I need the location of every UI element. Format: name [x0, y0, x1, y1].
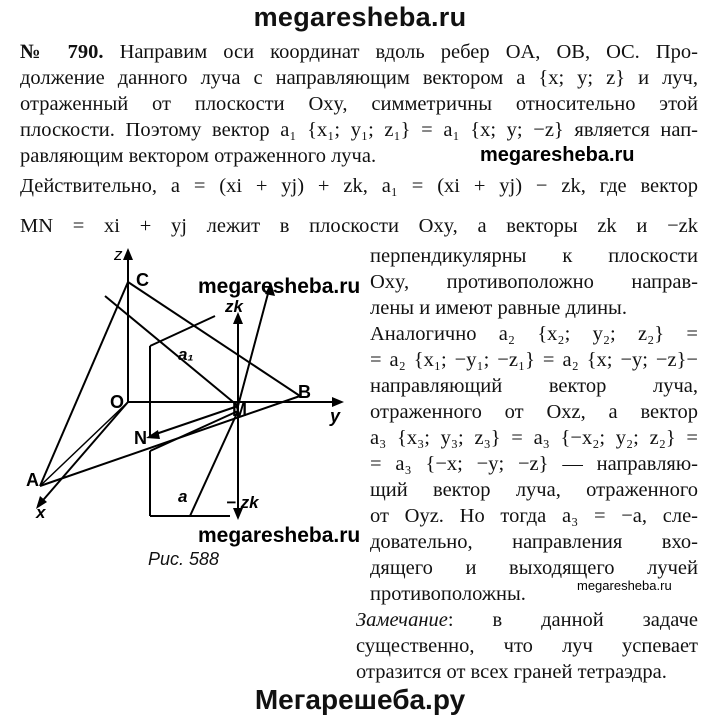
label-zk: zk — [225, 297, 243, 316]
column-line-9: = a₃ {−x; −y; −z} — направляю- — [370, 453, 698, 475]
x-axis — [38, 402, 128, 506]
problem-line-6: Действительно, a = (xi + yj) + zk, a₁ = (xi + yj) − zk, где вектор — [20, 175, 698, 197]
column-line-14: противоположны. — [370, 583, 526, 605]
incoming-ray — [105, 296, 238, 406]
label-minus-zk: − zk — [226, 493, 259, 512]
watermark-3: megaresheba.ru — [198, 524, 361, 547]
column-line-12: довательно, направления вхо- — [370, 531, 698, 553]
watermark-2: megaresheba.ru — [198, 275, 361, 298]
column-line-7: отраженного от Oxz, а вектор — [370, 401, 698, 423]
column-line-6: направляющий вектор луча, — [370, 375, 698, 397]
label-x: x — [36, 503, 46, 522]
column-line-5: = a₂ {x₁; −y₁; −z₁} = a₂ {x; −y; −z}− — [370, 349, 698, 371]
column-line-13: дящего и выходящего лучей — [370, 557, 698, 579]
text-line-1 — [20, 40, 698, 64]
column-line-8: a₃ {x₃; y₃; z₃} = a₃ {−x₂; y₂; z₂} = — [370, 427, 698, 449]
label-A: A — [26, 470, 39, 490]
label-N: N — [134, 428, 147, 448]
column-line-1: перпендикулярны к плоскости — [370, 245, 698, 267]
remark-line-3: отразится от всех граней тетраэдра. — [356, 661, 667, 683]
problem-line-1: Направим оси координат вдоль ребер OA, OB, OC. Про- — [119, 41, 698, 63]
problem-line-5: равляющим вектором отраженного луча. — [20, 145, 377, 167]
problem-line-7: MN = xi + yj лежит в плоскости Oxy, а векторы zk и −zk — [20, 215, 698, 237]
column-line-11: от Oyz. Но тогда a₃ = −a, сле- — [370, 505, 698, 527]
figure-caption: Рис. 588 — [148, 549, 220, 569]
label-C: C — [136, 270, 149, 290]
label-B: B — [298, 382, 311, 402]
site-footer-watermark: Мегарешеба.ру — [254, 684, 466, 715]
site-header-watermark: megaresheba.ru — [253, 2, 467, 32]
parallelogram-top — [150, 316, 215, 346]
watermark-4: megaresheba.ru — [577, 578, 672, 593]
column-line-2: Oxy, противоположно направ- — [370, 271, 698, 293]
remark-label: Замечание — [356, 609, 448, 631]
problem-line-3: отраженный от плоскости Oxy, симметричны относительно этой — [20, 93, 698, 115]
label-y: y — [330, 406, 341, 426]
edge-CA — [40, 282, 128, 486]
column-line-10: щий вектор луча, отраженного — [370, 479, 698, 501]
problem-line-4: плоскости. Поэтому вектор a₁ {x₁; y₁; z₁} = a₁ {x; y; −z} является нап- — [20, 119, 698, 141]
remark-line-1 — [356, 608, 698, 632]
problem-line-2: должение данного луча с направляющим вектором a {x; y; z} и луч, — [20, 67, 698, 89]
label-O: O — [110, 392, 125, 412]
watermark-1: megaresheba.ru — [480, 144, 635, 166]
label-z: z — [114, 246, 123, 264]
problem-number: № 790. — [20, 41, 104, 63]
column-line-3: лены и имеют равные длины. — [370, 297, 627, 319]
remark-text-1: : в данной задаче — [447, 609, 698, 631]
mn-arrow — [146, 430, 160, 439]
remark-line-2: существенно, что луч успевает — [356, 635, 698, 657]
label-a1: a₁ — [178, 345, 194, 364]
z-arrow — [123, 248, 133, 260]
edge-OA-back — [40, 402, 128, 486]
edge-CB — [128, 282, 300, 396]
column-line-4: Аналогично a₂ {x₂; y₂; z₂} = — [370, 323, 698, 345]
label-M: M — [232, 400, 247, 420]
label-a: a — [178, 487, 188, 506]
